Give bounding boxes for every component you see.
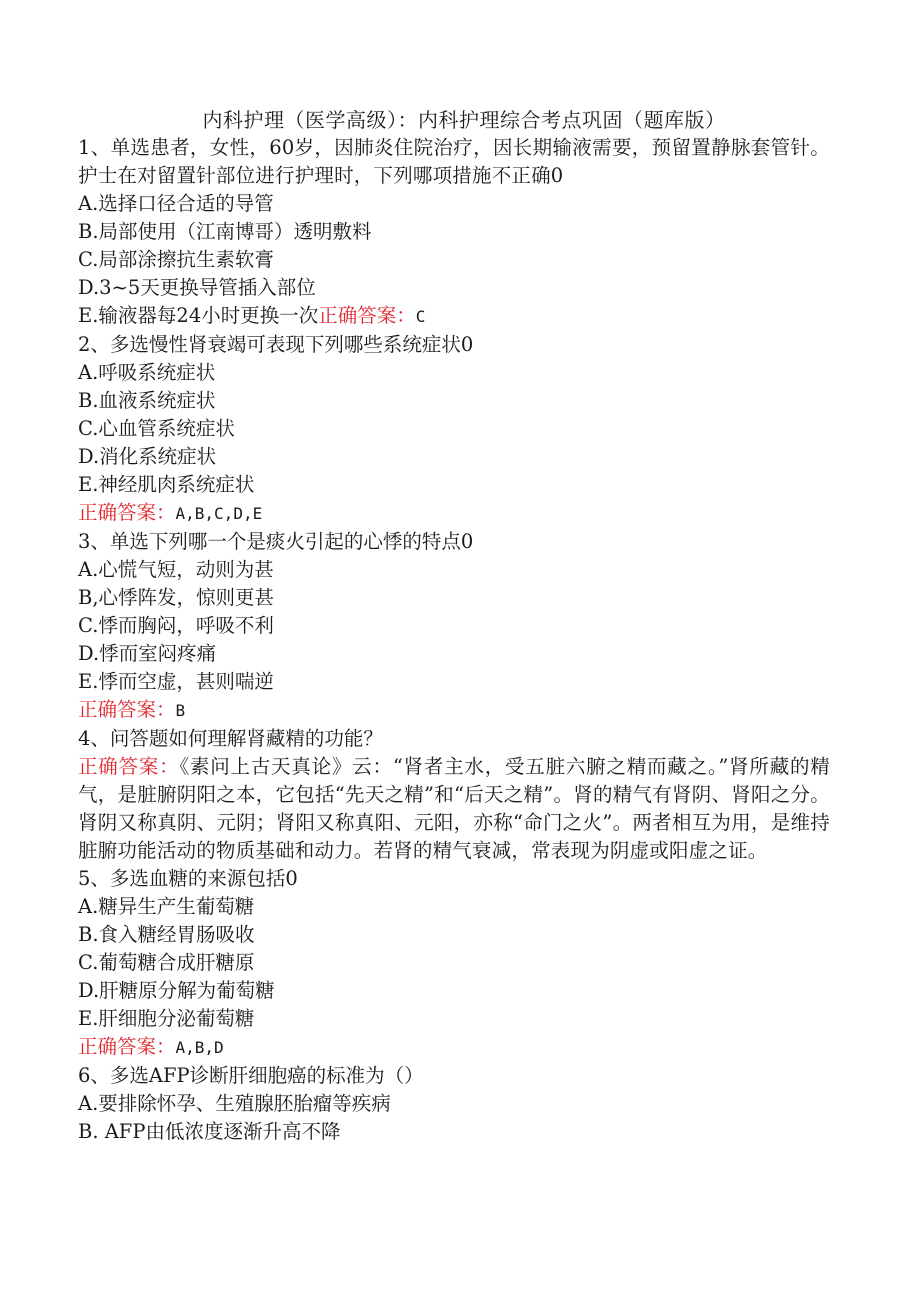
option-e: E.输液器每24小时更换一次 — [78, 304, 319, 327]
question-stem: 1、单选患者，女性，60岁，因肺炎住院治疗，因长期输液需要，预留置静脉套管针。护士在对留置针部位进行护理时，下列哪项措施不正确0 — [78, 136, 830, 187]
option-e: E.神经肌肉系统症状 — [78, 473, 255, 496]
answer-value: B — [175, 701, 186, 720]
answer-text: 《素问上古天真论》云：“肾者主水，受五脏六腑之精而藏之。”肾所藏的精气，是脏腑阴阳之本，它包括“先天之精”和“后天之精”。肾的精气有肾阴、肾阳之分。肾阴又称真阴、元阴；肾阳又称真阳、元阳，亦称“命门之火”。两者相互为用，是维持脏腑功能活动的物质基础和动力。若肾的精气衰减，常表现为阴虚或阳虚之证。 — [78, 755, 830, 862]
question-stem: 6、多选AFP诊断肝细胞癌的标准为（） — [78, 1064, 424, 1087]
option-b: B.血液系统症状 — [78, 389, 216, 412]
question-5 — [78, 865, 830, 1062]
answer-line — [78, 696, 830, 725]
answer-label: 正确答案： — [78, 698, 176, 721]
question-2 — [78, 331, 830, 528]
question-1 — [78, 134, 830, 331]
question-3 — [78, 528, 830, 725]
option-d: D.悸而室闷疼痛 — [78, 642, 217, 665]
option-e-with-answer — [78, 302, 830, 331]
question-6 — [78, 1062, 830, 1146]
answer-label: 正确答案： — [78, 1035, 176, 1058]
question-stem: 2、多选慢性肾衰竭可表现下列哪些系统症状0 — [78, 333, 474, 356]
question-4 — [78, 725, 830, 865]
answer-value: A,B,C,D,E — [175, 504, 263, 523]
answer-label: 正确答案： — [318, 304, 416, 327]
option-b: B. AFP由低浓度逐渐升高不降 — [78, 1120, 341, 1143]
answer-paragraph — [78, 753, 830, 865]
option-d: D.肝糖原分解为葡萄糖 — [78, 979, 275, 1002]
answer-value: C — [415, 307, 426, 326]
option-a: A.呼吸系统症状 — [78, 361, 216, 384]
answer-line — [78, 499, 830, 528]
option-c: C.悸而胸闷，呼吸不利 — [78, 614, 274, 637]
option-a: A.糖异生产生葡萄糖 — [78, 895, 255, 918]
option-a: A.选择口径合适的导管 — [78, 192, 274, 215]
option-d: D.消化系统症状 — [78, 445, 217, 468]
question-stem: 4、问答题如何理解肾藏精的功能？ — [78, 727, 383, 750]
option-d: D.3~5天更换导管插入部位 — [78, 276, 316, 299]
option-e: E.悸而空虚，甚则喘逆 — [78, 670, 274, 693]
option-b: B.食入糖经胃肠吸收 — [78, 923, 255, 946]
option-b: B,心悸阵发，惊则更甚 — [78, 586, 275, 609]
option-c: C.葡萄糖合成肝糖原 — [78, 951, 255, 974]
option-c: C.局部涂擦抗生素软膏 — [78, 248, 274, 271]
answer-line — [78, 1033, 830, 1062]
answer-label: 正确答案： — [78, 755, 180, 778]
answer-label: 正确答案： — [78, 501, 176, 524]
document-title: 内科护理（医学高级）：内科护理综合考点巩固（题库版） — [202, 108, 726, 132]
answer-value: A,B,D — [175, 1038, 224, 1057]
option-c: C.心血管系统症状 — [78, 417, 235, 440]
option-b: B.局部使用（江南博哥）透明敷料 — [78, 220, 372, 243]
question-stem: 5、多选血糖的来源包括0 — [78, 867, 298, 890]
question-stem: 3、单选下列哪一个是痰火引起的心悸的特点0 — [78, 530, 474, 553]
option-a: A.要排除怀孕、生殖腺胚胎瘤等疾病 — [78, 1092, 391, 1115]
option-e: E.肝细胞分泌葡萄糖 — [78, 1007, 255, 1030]
option-a: A.心慌气短，动则为甚 — [78, 558, 274, 581]
document-page — [78, 106, 830, 1146]
